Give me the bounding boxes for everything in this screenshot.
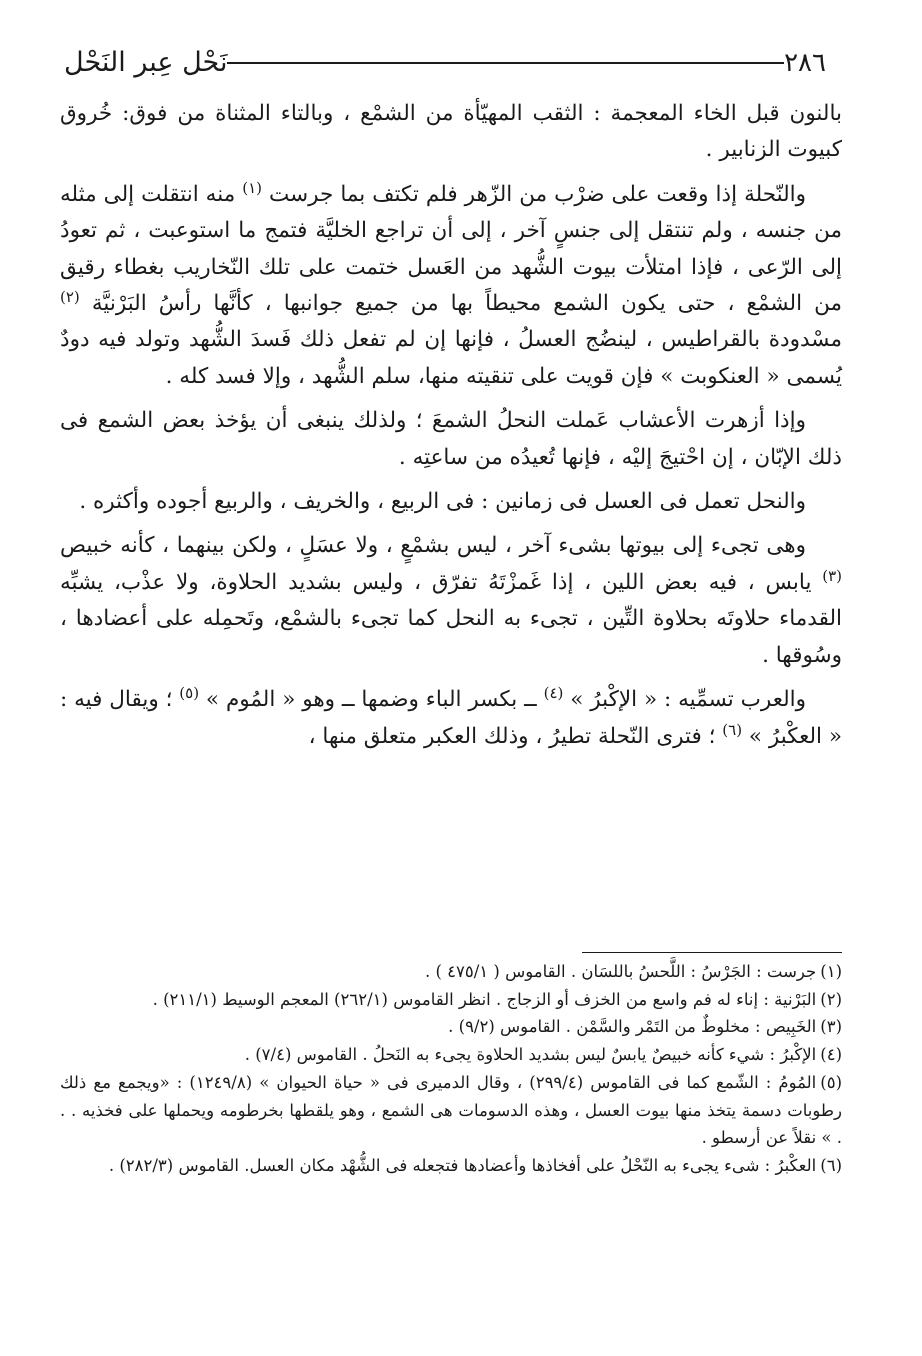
footnote-text: البَرْنية : إناء له فم واسع من الخزف أو الزجاج . انظر القاموس (٢٦٢/١) المعجم الوسيط (٢١١/١) . <box>152 989 817 1009</box>
page-number: ٢٨٦ <box>784 48 826 78</box>
footnote-4 <box>60 1041 842 1069</box>
footnote-number: (٣) <box>820 1017 842 1037</box>
paragraph-5-part-b: يابس ، فيه بعض اللين ، إذا غَمزْتَهُ تفرّق ، وليس بشديد الحلاوة، ولا عذْب، يشبِّه القدماء حلاوتَه بحلاوة التِّين ، تجىء به النحل كما تجىء بالشمْع، وتَحمِله على أعضادها ، وسُوقها . <box>60 569 842 668</box>
footnote-text: جرست : الجَرْسُ : اللَّحسُ باللسَان . القاموس ( ٤٧٥/١ ) . <box>424 962 817 981</box>
footnote-ref-1: (١) <box>242 178 263 197</box>
footnote-text: الإكْبرُ : شيء كأنه خبيصٌ يابسٌ ليس بشديد الحلاوة يجىء به النَحلُ . القاموس (٧/٤) . <box>244 1045 817 1065</box>
footnote-separator <box>582 952 842 953</box>
header-rule <box>227 62 784 64</box>
paragraph-4: والنحل تعمل فى العسل فى زمانين : فى الربيع ، والخريف ، والربيع أجوده وأكثره . <box>79 489 806 515</box>
page-header <box>52 26 840 78</box>
footnote-ref-3: (٣) <box>822 566 842 585</box>
footnote-5 <box>60 1069 842 1152</box>
footnote-3 <box>60 1013 842 1041</box>
footnote-6 <box>60 1152 842 1180</box>
paragraph-6 <box>60 682 842 755</box>
footnotes <box>60 958 842 1180</box>
paragraph-5-part-a: وهى تجىء إلى بيوتها بشىء آخر ، ليس بشمْعٍ ، ولا عسَلٍ ، ولكن بينهما ، كأنه خبيص <box>60 533 806 559</box>
paragraph-6-part-c: ؛ ويقال فيه : « العكْبرُ » <box>60 687 842 749</box>
footnote-ref-4: (٤) <box>543 683 564 702</box>
paragraph-3: وإذا أزهرت الأعشاب عَملت النحلُ الشمعَ ؛ ولذلك ينبغى أن يؤخذ بعض الشمع فى ذلك الإبّان ، إن احْتيجَ إليْه ، فإنها تُعيدُه من ساعتِه . <box>60 408 842 470</box>
footnote-ref-5: (٥) <box>179 683 200 702</box>
footnote-number: (٦) <box>820 1155 842 1175</box>
footnote-number: (٥) <box>820 1072 843 1092</box>
paragraph-2-part-b: منه انتقلت إلى مثله من جنسه ، ولم تنتقل إلى جنسٍ آخر ، إلى أن تراجع الخليَّة فتمج ما استوعبت ، ثم تعودُ إلى الرّعى ، فإذا امتلأت بيوت الشُّهد من العَسل ختمت على تلك النّخاريب بغطاء رقيق من الشمْع ، حتى يكون الشمع محيطاً بها من جميع جوانبها ، كأنَّها رأسُ البَرْنيَّة <box>60 181 842 317</box>
paragraph-5 <box>60 528 842 674</box>
footnote-ref-6: (٦) <box>722 720 743 739</box>
paragraph-6-part-b: ــ بكسر الباء وضمها ــ وهو « المُوم » <box>199 687 544 713</box>
footnote-text: العكْبرُ : شىء يجىء به النّحْلُ على أفخاذها وأعضادها فتجعله فى الشُّهْد مكان العسل. القاموس (٢٨٢/٣) . <box>108 1155 817 1175</box>
paragraph-2 <box>60 177 842 395</box>
paragraph-6-part-a: والعرب تسمِّيه : « الإكْبرُ » <box>563 687 806 713</box>
footnote-number: (٤) <box>820 1045 842 1065</box>
footnote-text: الخَبِيص : مخلوطٌ من التَمْر والسَّمْن . القاموس (٩/٢) . <box>448 1017 817 1037</box>
footnote-number: (٢) <box>820 989 842 1009</box>
paragraph-2-part-c: مسْدودة بالقراطيس ، لينضُج العسلُ ، فإنها إن لم تفعل ذلك فَسدَ الشُّهد وتولد فيه دودٌ يُسمى « العنكوبت » فإن قويت على تنقيته منها، سلم الشُّهد ، وإلا فسد كله . <box>60 327 842 389</box>
footnote-ref-2: (٢) <box>60 287 80 306</box>
paragraph-6-part-d: ؛ فترى النّحلة تطيرُ ، وذلك العكبر متعلق منها ، <box>308 723 723 749</box>
footnote-2 <box>60 986 842 1014</box>
footnote-1 <box>60 958 842 986</box>
main-text <box>60 96 842 763</box>
paragraph-1: بالنون قبل الخاء المعجمة : الثقب المهيّأة من الشمْع ، وبالتاء المثناة من فوق: خُروق كبيوت الزنابير . <box>60 101 842 163</box>
footnote-number: (١) <box>820 962 842 981</box>
footnote-text: المُومُ : الشّمع كما فى القاموس (٢٩٩/٤) ، وقال الدميرى فى « حياة الحيوان » (١٢٤٩/٨) : «ويجمع مع ذلك رطوبات دسمة يتخذ منها بيوت العسل ، وهذه الدسومات هى الشمع ، وهو يلقطها بخرطومه ويحملها على فخذيه . . . » نقلاً عن أرسطو . <box>60 1072 842 1148</box>
running-title: نَحْل عِبر النَحْل <box>64 47 228 78</box>
paragraph-2-part-a: والنّحلة إذا وقعت على ضرْب من الزّهر فلم تكتف بما جرست <box>262 181 806 207</box>
